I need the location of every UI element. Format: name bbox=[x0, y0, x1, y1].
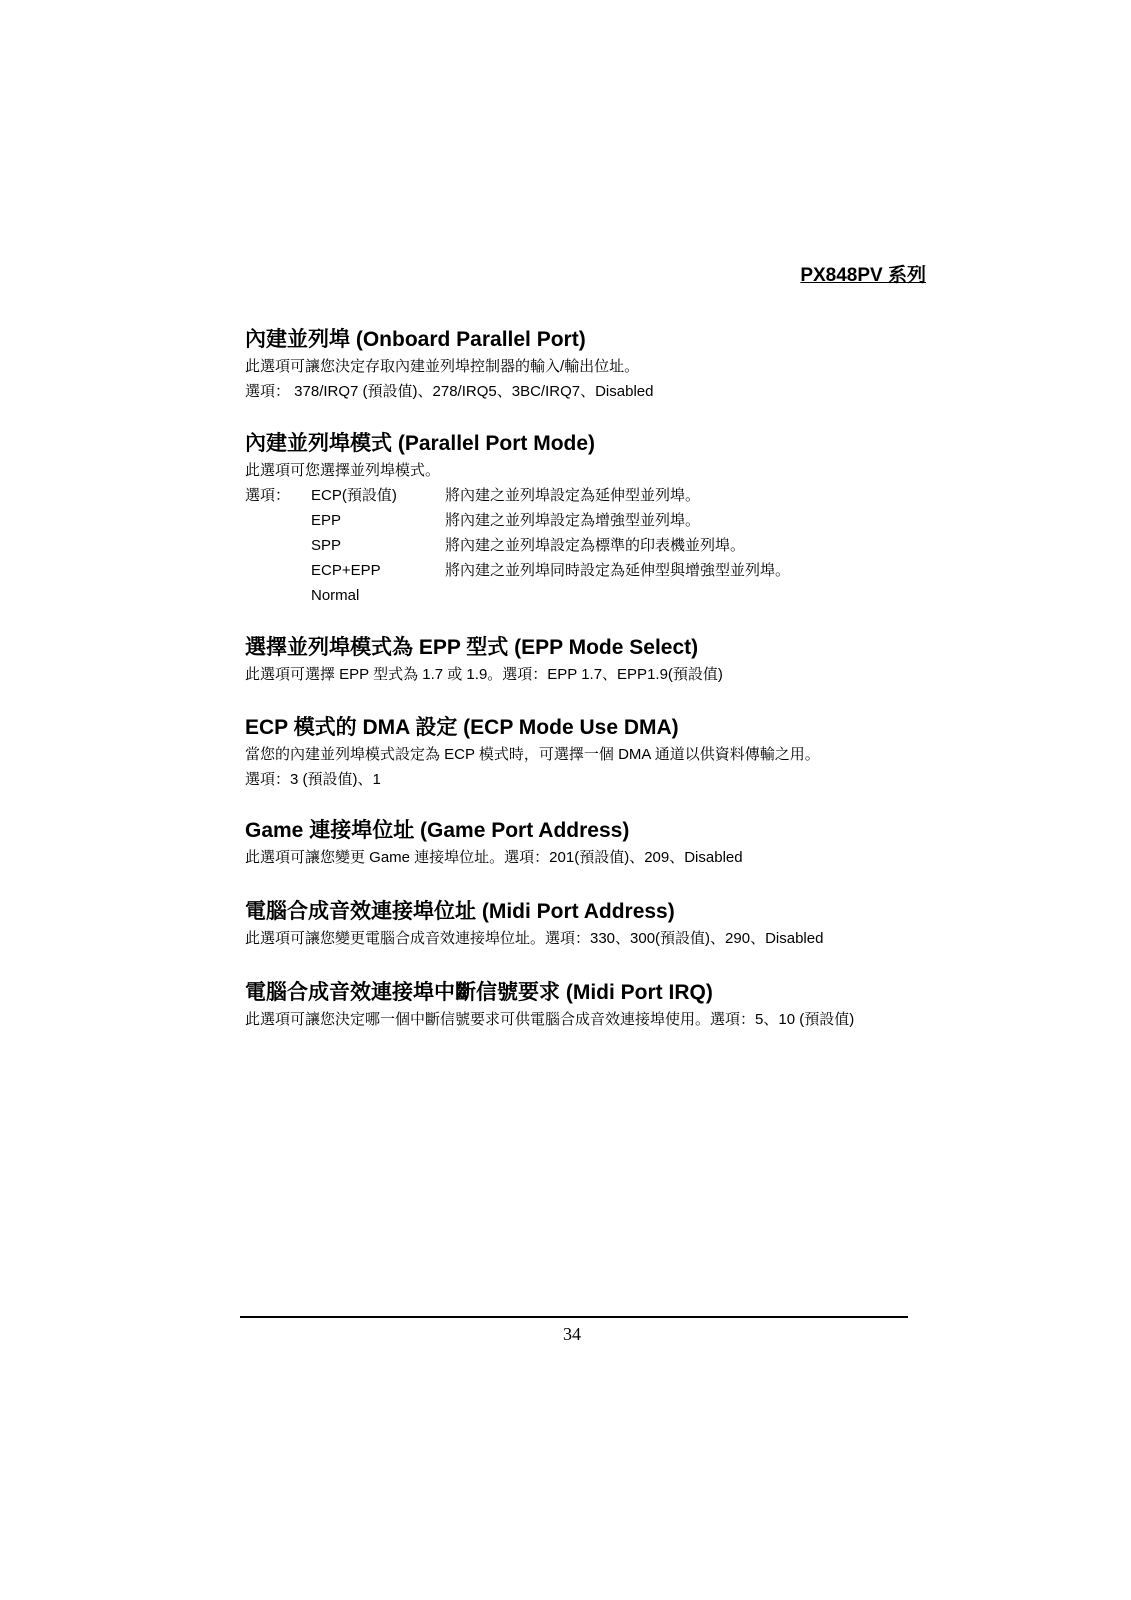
section-game-port-address bbox=[245, 817, 925, 870]
option-description: 將內建之並列埠同時設定為延伸型與增強型並列埠。 bbox=[445, 562, 791, 579]
section-description: 此選項可讓您變更 Game 連接埠位址。選項：201(預設值)、209、Disabled bbox=[245, 849, 743, 866]
option-description: 將內建之並列埠設定為標準的印表機並列埠。 bbox=[445, 537, 746, 554]
section-description: 此選項可您選擇並列埠模式。 bbox=[245, 462, 441, 479]
option-row bbox=[245, 533, 925, 558]
option-name: EPP bbox=[311, 512, 342, 529]
section-options: 選項： 378/IRQ7 (預設值)、278/IRQ5、3BC/IRQ7、Disabled bbox=[245, 383, 654, 400]
section-description: 此選項可選擇 EPP 型式為 1.7 或 1.9。選項：EPP 1.7、EPP1.9(預設值) bbox=[245, 666, 723, 683]
page-number: 34 bbox=[563, 1324, 581, 1344]
section-options: 選項：3 (預設值)、1 bbox=[245, 771, 381, 788]
section-parallel-port-mode bbox=[245, 430, 925, 608]
section-description: 當您的內建並列埠模式設定為 ECP 模式時，可選擇一個 DMA 通道以供資料傳輸之用。 bbox=[245, 746, 820, 763]
section-title: ECP 模式的 DMA 設定 (ECP Mode Use DMA) bbox=[245, 716, 679, 739]
footer-divider bbox=[240, 1316, 908, 1318]
option-description: 將內建之並列埠設定為延伸型並列埠。 bbox=[445, 487, 701, 504]
section-title: 內建並列埠 (Onboard Parallel Port) bbox=[245, 328, 586, 351]
section-midi-port-irq bbox=[245, 979, 925, 1032]
page-header-title: PX848PV 系列 bbox=[800, 265, 926, 286]
option-row bbox=[245, 508, 925, 533]
section-onboard-parallel-port bbox=[245, 326, 925, 404]
option-name: SPP bbox=[311, 537, 342, 554]
option-row bbox=[245, 558, 925, 583]
section-description: 此選項可讓您決定存取內建並列埠控制器的輸入/輸出位址。 bbox=[245, 358, 640, 375]
section-ecp-mode-dma bbox=[245, 714, 925, 792]
option-description: 將內建之並列埠設定為增強型並列埠。 bbox=[445, 512, 701, 529]
options-label: 選項： bbox=[245, 487, 291, 504]
section-midi-port-address bbox=[245, 898, 925, 951]
section-title: Game 連接埠位址 (Game Port Address) bbox=[245, 819, 630, 842]
section-epp-mode-select bbox=[245, 634, 925, 687]
section-description: 此選項可讓您變更電腦合成音效連接埠位址。選項：330、300(預設值)、290、Disabled bbox=[245, 930, 824, 947]
section-description: 此選項可讓您決定哪一個中斷信號要求可供電腦合成音效連接埠使用。選項：5、10 (預設值) bbox=[245, 1011, 855, 1028]
option-row bbox=[245, 483, 925, 508]
section-title: 電腦合成音效連接埠位址 (Midi Port Address) bbox=[245, 900, 675, 923]
option-name: ECP+EPP bbox=[311, 562, 381, 579]
section-title: 選擇並列埠模式為 EPP 型式 (EPP Mode Select) bbox=[245, 636, 699, 659]
option-name: ECP(預設值) bbox=[311, 487, 397, 504]
option-name: Normal bbox=[311, 587, 360, 604]
section-title: 內建並列埠模式 (Parallel Port Mode) bbox=[245, 432, 596, 455]
section-title: 電腦合成音效連接埠中斷信號要求 (Midi Port IRQ) bbox=[245, 981, 713, 1004]
option-row bbox=[245, 583, 925, 608]
